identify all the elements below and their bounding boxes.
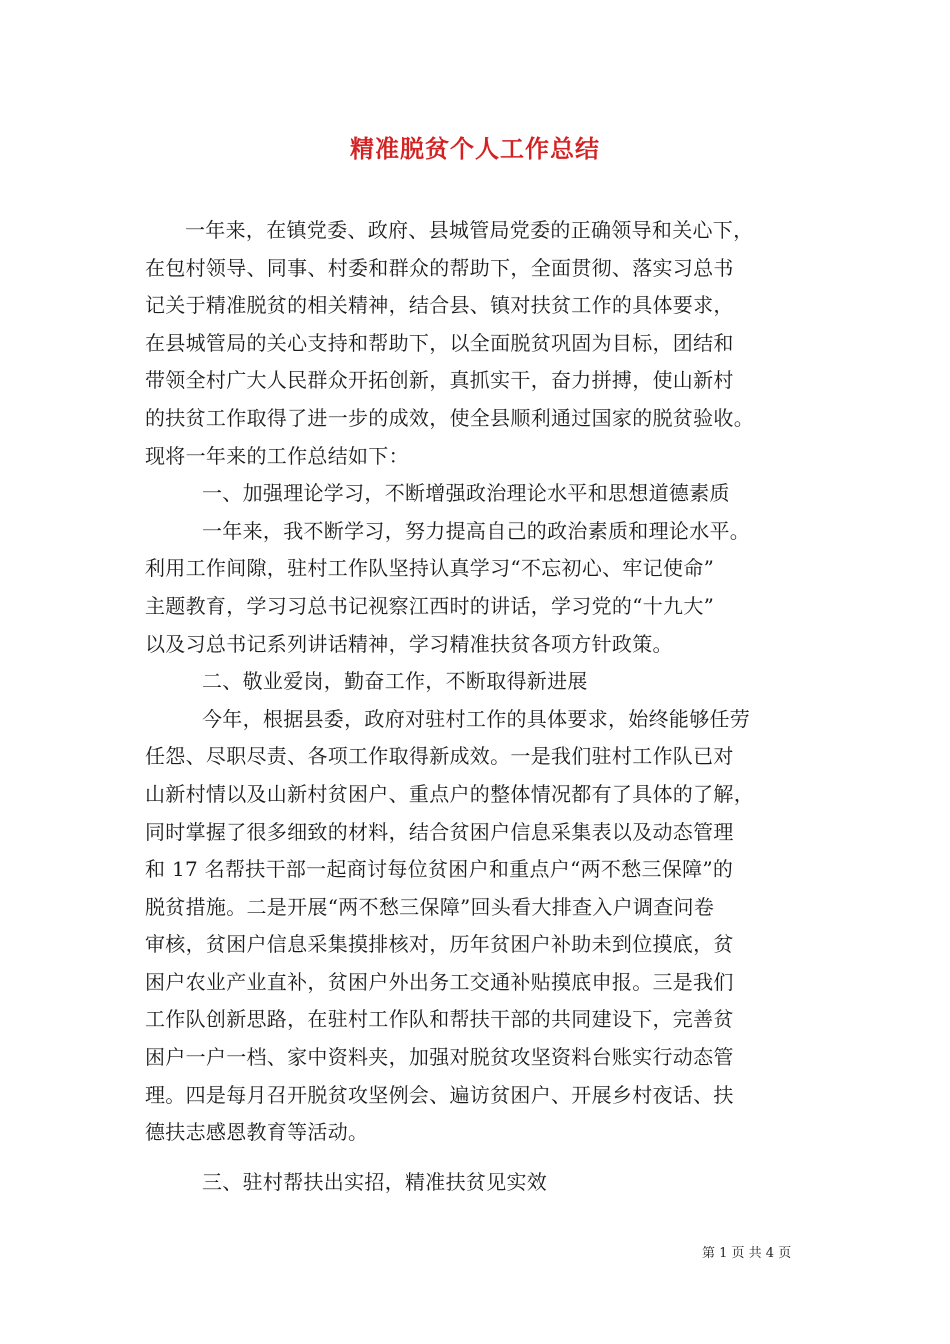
- paragraph-line: 一年来，我不断学习，努力提高自己的政治素质和理论水平。: [202, 518, 751, 543]
- paragraph-line: 工作队创新思路，在驻村工作队和帮扶干部的共同建设下，完善贫: [145, 1007, 734, 1032]
- paragraph-line: 现将一年来的工作总结如下：: [145, 443, 409, 468]
- paragraph-line: 德扶志感恩教育等活动。: [145, 1120, 369, 1145]
- paragraph-line: 任怨、尽职尽责、各项工作取得新成效。一是我们驻村工作队已对: [145, 744, 734, 769]
- document-body: [145, 212, 821, 1201]
- paragraph-line: 理。四是每月召开脱贫攻坚例会、遍访贫困户、开展乡村夜话、扶: [145, 1082, 734, 1107]
- paragraph-line: 今年，根据县委，政府对驻村工作的具体要求，始终能够任劳: [202, 706, 751, 731]
- paragraph-line: 审核，贫困户信息采集摸排核对，历年贫困户补助未到位摸底，贫: [145, 932, 734, 957]
- paragraph-line: 在包村领导、同事、村委和群众的帮助下，全面贯彻、落实习总书: [145, 255, 734, 280]
- paragraph-line: 记关于精准脱贫的相关精神，结合县、镇对扶贫工作的具体要求，: [145, 293, 734, 318]
- section-heading: 一、加强理论学习，不断增强政治理论水平和思想道德素质: [202, 481, 730, 506]
- paragraph-line: 的扶贫工作取得了进一步的成效，使全县顺利通过国家的脱贫验收。: [145, 405, 754, 430]
- paragraph-line: 在县城管局的关心支持和帮助下，以全面脱贫巩固为目标，团结和: [145, 330, 734, 355]
- paragraph-line: 以及习总书记系列讲话精神，学习精准扶贫各项方针政策。: [145, 631, 673, 656]
- section-heading: 二、敬业爱岗，勤奋工作，不断取得新进展: [202, 669, 588, 694]
- paragraph-line: 脱贫措施。二是开展“两不愁三保障”回头看大排查入户调查问卷: [145, 894, 715, 919]
- paragraph-line: 困户一户一档、家中资料夹，加强对脱贫攻坚资料台账实行动态管: [145, 1045, 734, 1070]
- paragraph-line: 和 17 名帮扶干部一起商讨每位贫困户和重点户“两不愁三保障”的: [145, 857, 734, 882]
- paragraph-line: 利用工作间隙，驻村工作队坚持认真学习“不忘初心、牢记使命”: [145, 556, 715, 581]
- paragraph-line: 同时掌握了很多细致的材料，结合贫困户信息采集表以及动态管理: [145, 819, 734, 844]
- section-heading: 三、驻村帮扶出实招，精准扶贫见实效: [202, 1169, 548, 1194]
- paragraph-line: 困户农业产业直补，贫困户外出务工交通补贴摸底申报。三是我们: [145, 969, 734, 994]
- document-title: 精准脱贫个人工作总结: [350, 134, 600, 163]
- paragraph-line: 一年来，在镇党委、政府、县城管局党委的正确领导和关心下，: [185, 218, 754, 242]
- paragraph-line: 主题教育，学习习总书记视察江西时的讲话，学习党的“十九大”: [145, 593, 715, 618]
- paragraph-line: 带领全村广大人民群众开拓创新，真抓实干，奋力拼搏，使山新村: [145, 368, 734, 393]
- page-number: 第 1 页 共 4 页: [702, 1246, 792, 1261]
- paragraph-line: 山新村情以及山新村贫困户、重点户的整体情况都有了具体的了解，: [145, 781, 754, 806]
